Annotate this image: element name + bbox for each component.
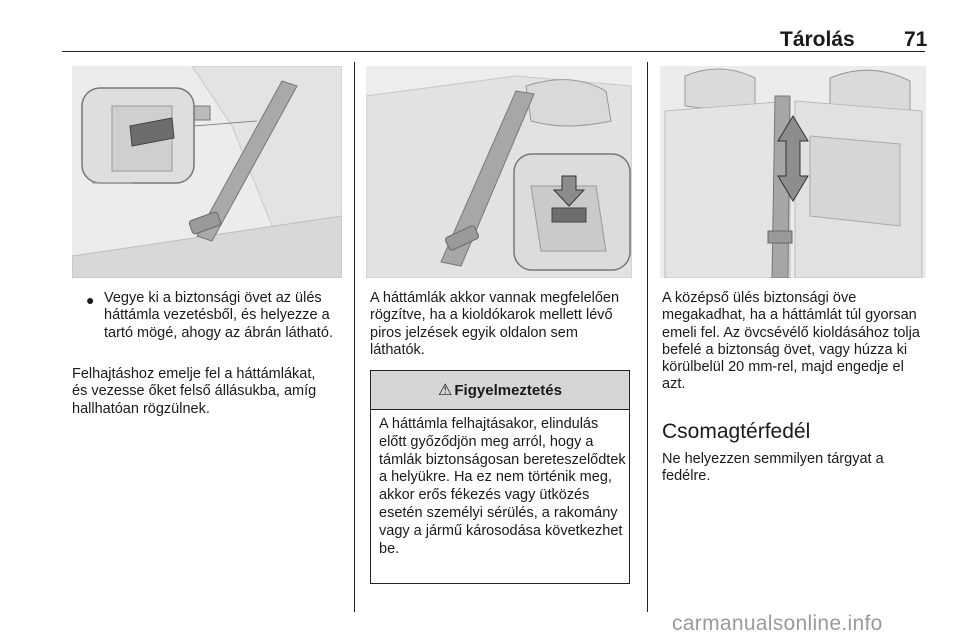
warning-body: A háttámla felhajtásakor, elindulás előtt győződjön meg arról, hogy a támlák biztonságosan bereteszelődtek a helyükre. Ha ez nem történik meg, akkor erős fékezés vagy ütközés esetén személyi sérülés, a rakomány vagy a jármű károsodása következhet be. xyxy=(379,416,626,557)
page-header-title: Tárolás xyxy=(780,28,855,51)
bullet-marker: ● xyxy=(86,292,95,308)
section-title: Csomagtérfedél xyxy=(662,420,811,443)
illustration-release-lever xyxy=(366,66,632,278)
page-number: 71 xyxy=(904,28,928,51)
col1-paragraph: Felhajtáshoz emelje fel a háttámlákat, és vezesse őket felső állásukba, amíg hallhatóan rögzülnek. xyxy=(72,366,317,417)
warning-title: Figyelmeztetés xyxy=(454,381,562,399)
col2-paragraph: A háttámlák akkor vannak megfelelően rögzítve, ha a kioldókarok mellett lévő piros jelzések egyik oldalon sem láthatók. xyxy=(370,290,620,358)
illustration-belt-holder xyxy=(72,66,342,278)
section-text: Ne helyezzen semmilyen tárgyat a fedélre. xyxy=(662,451,884,485)
illustration-middle-seat-belt xyxy=(660,66,926,278)
header-rule xyxy=(62,51,925,52)
warning-header xyxy=(371,371,629,410)
warning-box xyxy=(370,370,630,584)
watermark: carmanualsonline.info xyxy=(672,612,883,635)
col3-paragraph: A középső ülés biztonsági öve megakadhat, ha a háttámlát túl gyorsan emeli fel. Az övcsévélő kioldásához tolja befelé a biztonság övet, vagy húzza ki körülbelül 20 mm-rel, majd engedje el azt. xyxy=(662,290,920,393)
column-divider-1 xyxy=(354,62,355,612)
col1-bullet-text: Vegye ki a biztonsági övet az ülés háttámla vezetésből, és helyezze a tartó mögé, ahogy az ábrán látható. xyxy=(104,290,333,341)
warning-triangle-icon: ⚠ xyxy=(438,382,453,399)
column-divider-2 xyxy=(647,62,648,612)
